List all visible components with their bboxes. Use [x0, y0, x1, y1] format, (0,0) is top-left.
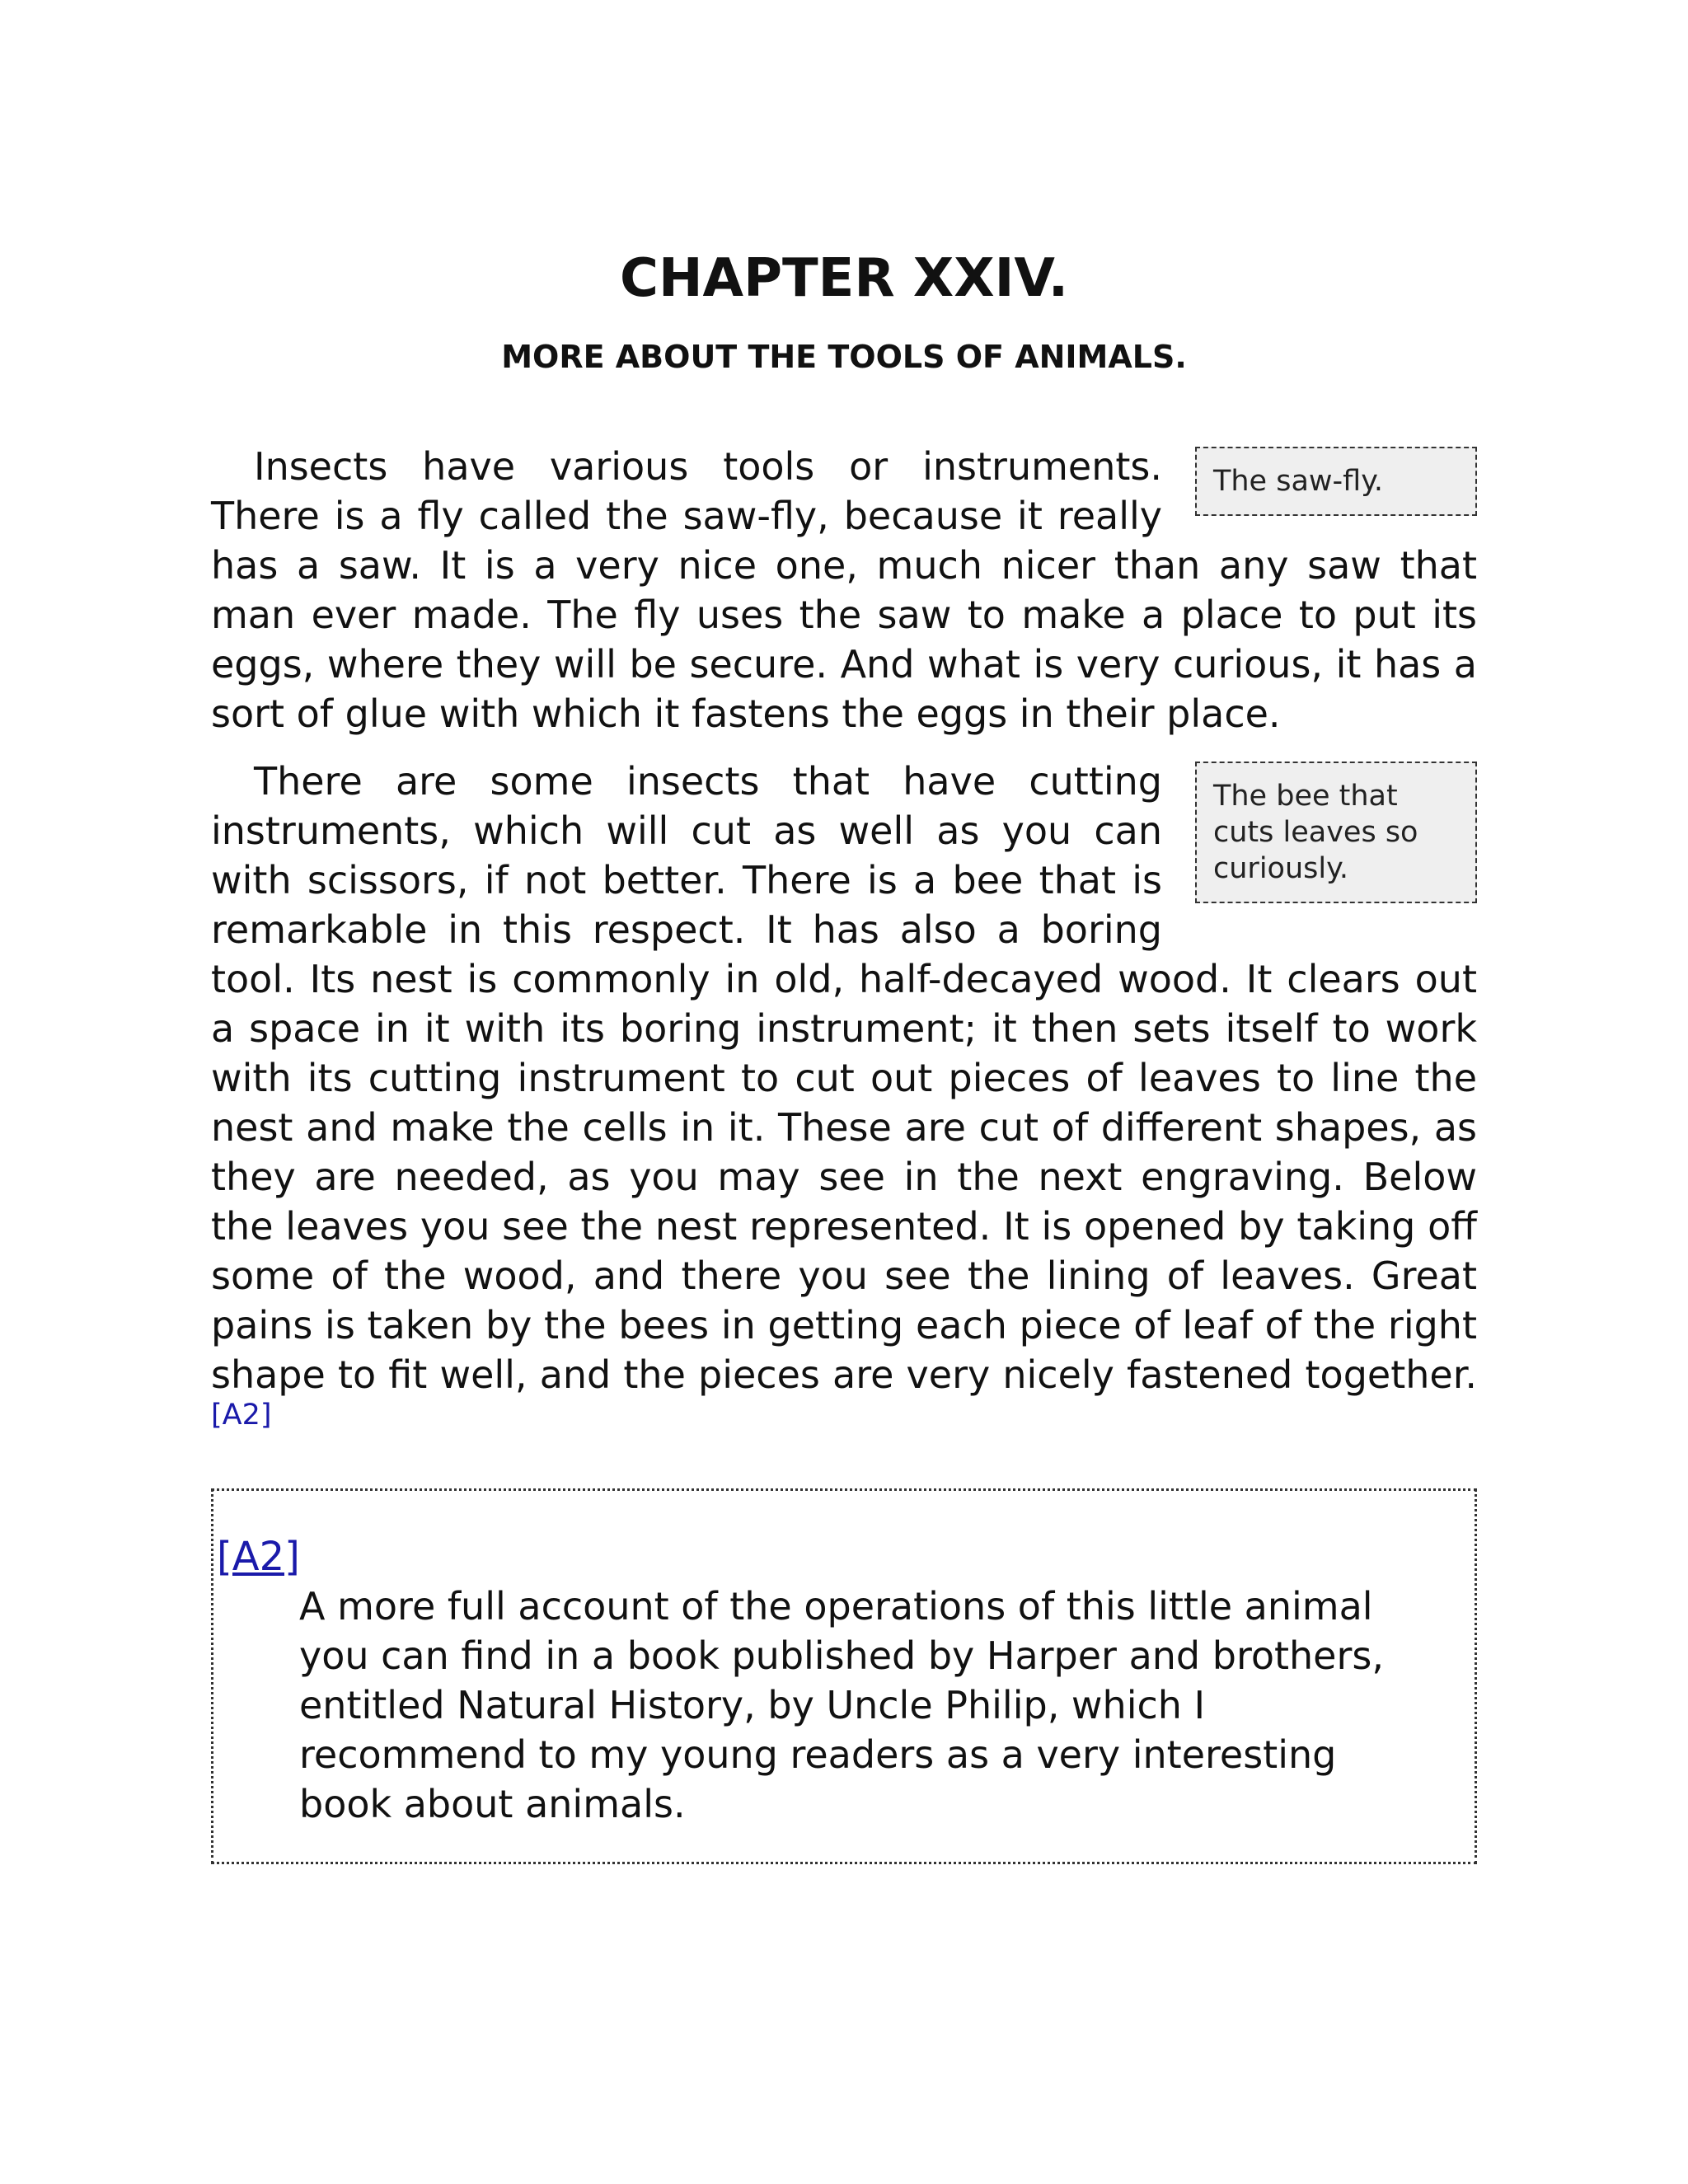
chapter-subtitle: MORE ABOUT THE TOOLS OF ANIMALS.	[501, 338, 1187, 375]
footnote-reference-link[interactable]: [A2]	[211, 1399, 272, 1432]
footnote-backlink[interactable]: [A2]	[217, 1534, 300, 1581]
paragraph-text: There are some insects that have cutting instruments, which will cut as well as you can with scissors, if not better. There is a bee that is remarkable in this respect. It has also a boring tool. Its nest is commonly in old, half-decayed wood. It clears out a space in it with its boring instrument; it then sets itself to work with its cutting instrument to cut out pieces of leaves to line the nest and make the cells in it. These are cut of different shapes, as they are needed, as you may see in the next engraving. Below the leaves you see the nest represented. It is opened by taking off some of the wood, and there you see the lining of leaves. Great pains is taken by the bees in getting each piece of leaf of the right shape to fit well, and the pieces are very nicely fastened together.	[211, 759, 1477, 1398]
paragraph-text: Insects have various tools or instruments. There is a fly called the saw-fly, because it really has a saw. It is a very nice one, much nicer than any saw that man ever made. The fly uses the saw to make a place to put its eggs, where they will be secure. And what is very curious, it has a sort of glue with which it fastens the eggs in their place.	[211, 444, 1477, 737]
chapter-title: CHAPTER XXIV.	[620, 248, 1068, 309]
sidenote-leaf-cutter-bee: The bee that cuts leaves so curiously.	[1195, 762, 1477, 903]
paragraph-leaf-cutter-bee	[211, 757, 1477, 1449]
chapter-body	[211, 442, 1477, 1449]
footnote-text: A more full account of the operations of this little animal you can find in a book published by Harper and brothers, entitled Natural History, by Uncle Philip, which I recommend to my young readers as a very interesting book about animals.	[299, 1584, 1384, 1827]
footnote-box	[211, 1488, 1477, 1864]
page	[211, 247, 1477, 1864]
paragraph-saw-fly	[211, 442, 1477, 738]
sidenote-saw-fly: The saw-fly.	[1195, 447, 1477, 516]
